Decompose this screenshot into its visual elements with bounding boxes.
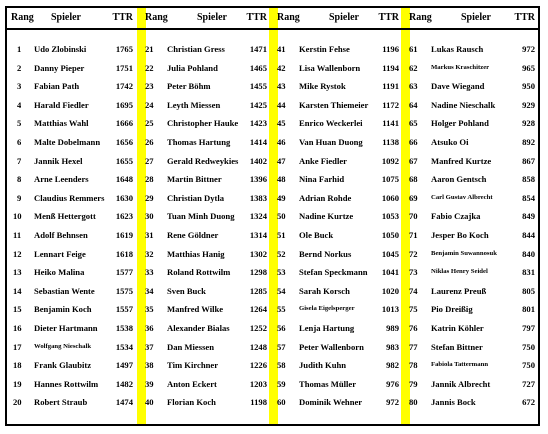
header-ttr: TTR xyxy=(514,12,535,23)
ttr-cell: 1198 xyxy=(250,397,267,408)
ttr-cell: 1482 xyxy=(115,378,133,389)
player-cell: Holger Pohland xyxy=(431,118,489,129)
player-cell: Nadine Kurtze xyxy=(299,211,354,222)
player-cell: Benjamin Koch xyxy=(34,304,92,315)
ttr-cell: 1203 xyxy=(249,378,267,389)
rank-cell: 32 xyxy=(145,248,154,259)
player-cell: Fabian Path xyxy=(34,81,80,92)
header-player: Spieler xyxy=(51,12,81,23)
rank-cell: 13 xyxy=(13,267,22,278)
player-cell: Christian Gress xyxy=(167,44,225,54)
ttr-cell: 1655 xyxy=(115,155,133,166)
player-cell: Thomas Hartung xyxy=(167,137,231,147)
ttr-cell: 982 xyxy=(386,360,399,371)
player-cell: Christian Dytla xyxy=(167,192,225,203)
player-cell: Nadine Nieschalk xyxy=(431,99,496,110)
rank-cell: 51 xyxy=(277,230,286,240)
player-cell: Thomas Müller xyxy=(299,378,357,389)
ttr-cell: 1497 xyxy=(115,360,133,371)
ttr-cell: 989 xyxy=(386,323,399,333)
player-cell: Matthias Hanig xyxy=(167,248,225,259)
player-cell: Tuan Minh Duong xyxy=(167,211,235,222)
ttr-cell: 1465 xyxy=(249,62,267,73)
player-cell: Gerald Redweykies xyxy=(167,155,239,166)
rank-cell: 57 xyxy=(277,341,286,352)
header-rank: Rang xyxy=(277,12,300,23)
rank-cell: 50 xyxy=(277,211,286,222)
rank-cell: 33 xyxy=(145,267,154,278)
rank-cell: 35 xyxy=(145,304,154,315)
player-cell: Dan Miessen xyxy=(167,341,215,352)
ttr-cell: 972 xyxy=(522,44,535,54)
ttr-cell: 1060 xyxy=(381,192,399,203)
ttr-cell: 965 xyxy=(522,62,535,73)
player-cell: Martin Bittner xyxy=(167,174,222,185)
ttr-cell: 1092 xyxy=(381,155,399,166)
player-cell: Laurenz Preuß xyxy=(431,285,487,296)
header-rank: Rang xyxy=(409,12,432,23)
player-cell: Harald Fiedler xyxy=(34,99,89,110)
rank-cell: 24 xyxy=(145,99,154,110)
player-cell: Lisa Wallenborn xyxy=(299,62,361,73)
rank-cell: 2 xyxy=(17,62,22,73)
rank-cell: 56 xyxy=(277,323,286,333)
player-cell: Gisela Eigelsperger xyxy=(299,305,355,313)
player-cell: Dominik Wehner xyxy=(299,397,363,408)
ttr-cell: 867 xyxy=(522,155,535,166)
header-ttr: TTR xyxy=(112,12,133,23)
ttr-cell: 1425 xyxy=(249,99,267,110)
ttr-cell: 1666 xyxy=(115,118,133,129)
player-cell: Adrian Rohde xyxy=(299,192,352,203)
ttr-cell: 849 xyxy=(522,211,535,222)
rank-cell: 47 xyxy=(277,155,286,166)
ttr-cell: 1020 xyxy=(381,285,399,296)
ttr-cell: 727 xyxy=(522,378,535,389)
ttr-cell: 840 xyxy=(522,248,535,259)
rank-cell: 17 xyxy=(13,341,22,352)
player-cell: Lukas Rausch xyxy=(431,44,484,54)
rank-cell: 22 xyxy=(145,62,154,73)
ttr-cell: 1538 xyxy=(115,323,133,333)
player-cell: Roland Rottwilm xyxy=(167,267,231,278)
rank-cell: 6 xyxy=(17,137,22,147)
ttr-cell: 1623 xyxy=(115,211,133,222)
ttr-cell: 805 xyxy=(522,285,535,296)
player-cell: Christopher Hauke xyxy=(167,118,239,129)
rank-cell: 45 xyxy=(277,118,286,129)
ttr-cell: 1314 xyxy=(249,230,267,240)
player-cell: Claudius Remmers xyxy=(34,192,105,203)
ttr-cell: 1534 xyxy=(115,341,133,352)
ttr-cell: 1138 xyxy=(382,137,399,147)
rank-cell: 10 xyxy=(13,211,22,222)
player-cell: Dave Wiegand xyxy=(431,81,485,92)
player-cell: Ole Buck xyxy=(299,230,334,240)
ttr-cell: 1050 xyxy=(381,230,399,240)
player-cell: Hannes Rottwilm xyxy=(34,378,99,389)
rank-cell: 63 xyxy=(409,81,418,92)
player-cell: Jannik Albrecht xyxy=(431,378,491,389)
player-cell: Frank Glaubitz xyxy=(34,360,92,371)
ttr-cell: 1471 xyxy=(249,44,267,54)
ttr-cell: 1053 xyxy=(381,211,399,222)
rank-cell: 44 xyxy=(277,99,286,110)
rank-cell: 77 xyxy=(409,341,418,352)
rank-cell: 16 xyxy=(13,323,22,333)
ttr-cell: 1285 xyxy=(249,285,267,296)
rank-cell: 78 xyxy=(409,360,418,371)
player-cell: Florian Koch xyxy=(167,397,216,408)
ttr-cell: 797 xyxy=(522,323,535,333)
rank-cell: 40 xyxy=(145,397,154,408)
rank-cell: 58 xyxy=(277,360,286,371)
player-cell: Karsten Thiemeier xyxy=(299,99,369,110)
rank-cell: 30 xyxy=(145,211,154,222)
rank-cell: 53 xyxy=(277,267,286,278)
ttr-cell: 1648 xyxy=(115,174,133,185)
player-cell: Danny Pieper xyxy=(34,62,85,73)
player-cell: Peter Böhm xyxy=(167,81,211,92)
ttr-cell: 950 xyxy=(522,81,535,92)
ttr-cell: 1765 xyxy=(115,44,133,54)
ttr-cell: 1630 xyxy=(115,192,133,203)
rank-cell: 31 xyxy=(145,230,154,240)
ttr-cell: 1196 xyxy=(382,44,399,54)
ttr-cell: 1383 xyxy=(249,192,267,203)
player-cell: Peter Wallenborn xyxy=(299,341,364,352)
ttr-cell: 858 xyxy=(522,174,535,185)
player-cell: Nina Farhid xyxy=(299,174,345,185)
rank-cell: 70 xyxy=(409,211,418,222)
ttr-cell: 1619 xyxy=(115,230,133,240)
player-cell: Jannis Bock xyxy=(431,397,476,408)
ttr-cell: 892 xyxy=(522,137,535,147)
rank-cell: 68 xyxy=(409,174,418,185)
header-rank: Rang xyxy=(11,12,34,23)
ttr-cell: 972 xyxy=(386,397,399,408)
player-cell: Matthias Wahl xyxy=(34,118,89,129)
table-body xyxy=(7,30,538,422)
rank-cell: 41 xyxy=(277,44,286,54)
ttr-cell: 1396 xyxy=(249,174,267,185)
player-cell: Adolf Behnsen xyxy=(34,230,88,240)
ttr-cell: 854 xyxy=(522,192,535,203)
ttr-cell: 976 xyxy=(386,378,399,389)
rank-cell: 5 xyxy=(17,118,22,129)
player-cell: Fabio Czajka xyxy=(431,211,481,222)
ttr-cell: 1194 xyxy=(382,62,399,73)
player-cell: Katrin Köhler xyxy=(431,323,484,333)
player-cell: Fabiola Tattermann xyxy=(431,361,489,369)
rank-cell: 11 xyxy=(13,230,22,240)
player-cell: Jesper Bo Koch xyxy=(431,230,489,240)
player-cell: Pio Dreißig xyxy=(431,304,473,315)
ttr-cell: 1656 xyxy=(115,137,133,147)
rank-cell: 71 xyxy=(409,230,418,240)
rank-cell: 23 xyxy=(145,81,154,92)
rank-cell: 3 xyxy=(17,81,22,92)
ttr-cell: 1302 xyxy=(249,248,267,259)
rank-cell: 39 xyxy=(145,378,154,389)
rank-cell: 21 xyxy=(145,44,154,54)
rank-cell: 62 xyxy=(409,62,418,73)
rank-cell: 37 xyxy=(145,341,154,352)
player-cell: Bernd Norkus xyxy=(299,248,352,259)
header-ttr: TTR xyxy=(246,12,267,23)
player-cell: Manfred Kurtze xyxy=(431,155,492,166)
rank-cell: 49 xyxy=(277,192,286,203)
player-cell: Wolfgang Nieschalk xyxy=(34,342,92,350)
rank-cell: 67 xyxy=(409,155,418,166)
rank-cell: 75 xyxy=(409,304,418,315)
rank-cell: 46 xyxy=(277,137,286,147)
header-ttr: TTR xyxy=(378,12,399,23)
rank-cell: 36 xyxy=(145,323,154,333)
rank-cell: 55 xyxy=(277,304,286,315)
rank-cell: 48 xyxy=(277,174,286,185)
ttr-cell: 1226 xyxy=(249,360,267,371)
player-cell: Lennart Feige xyxy=(34,248,86,259)
ttr-cell: 831 xyxy=(522,267,535,278)
ttr-cell: 1191 xyxy=(382,81,399,92)
player-cell: Atsuko Oi xyxy=(431,137,469,147)
rank-cell: 66 xyxy=(409,137,418,147)
player-cell: Aaron Gentsch xyxy=(431,174,487,185)
player-cell: Alexander Bialas xyxy=(167,323,230,333)
ttr-cell: 983 xyxy=(386,341,399,352)
player-cell: Rene Göldner xyxy=(167,230,219,240)
rank-cell: 27 xyxy=(145,155,154,166)
ttr-cell: 1402 xyxy=(249,155,267,166)
ttr-cell: 1751 xyxy=(115,62,133,73)
player-cell: Benjamin Suwannosuk xyxy=(431,249,497,257)
player-cell: Sebastian Wente xyxy=(34,285,95,296)
player-cell: Menß Hettergott xyxy=(34,211,96,222)
ttr-cell: 1414 xyxy=(249,137,267,147)
player-cell: Kerstin Fehse xyxy=(299,44,350,54)
header-player: Spieler xyxy=(461,12,491,23)
ttr-cell: 1575 xyxy=(115,285,133,296)
ttr-cell: 1298 xyxy=(249,267,267,278)
rank-cell: 28 xyxy=(145,174,154,185)
player-cell: Robert Straub xyxy=(34,397,88,408)
ttr-cell: 1172 xyxy=(382,99,399,110)
rank-cell: 42 xyxy=(277,62,286,73)
rank-cell: 59 xyxy=(277,378,286,389)
ttr-cell: 1618 xyxy=(115,248,133,259)
header-rank: Rang xyxy=(145,12,168,23)
ttr-cell: 1324 xyxy=(249,211,267,222)
ttr-cell: 1141 xyxy=(382,118,399,129)
player-cell: Lenja Hartung xyxy=(299,323,355,333)
player-cell: Julia Pohland xyxy=(167,62,218,73)
ttr-cell: 1075 xyxy=(381,174,399,185)
header-player: Spieler xyxy=(329,12,359,23)
player-cell: Arne Leenders xyxy=(34,174,89,185)
player-cell: Manfred Wilke xyxy=(167,304,224,315)
rank-cell: 14 xyxy=(13,285,22,296)
player-cell: Sarah Korsch xyxy=(299,285,350,296)
ranking-table xyxy=(5,6,540,426)
rank-cell: 80 xyxy=(409,397,418,408)
player-cell: Niklas Henry Seidel xyxy=(431,268,488,276)
rank-cell: 73 xyxy=(409,267,418,278)
ttr-cell: 929 xyxy=(522,99,535,110)
rank-cell: 72 xyxy=(409,248,418,259)
player-cell: Dieter Hartmann xyxy=(34,323,98,333)
player-cell: Stefan Bittner xyxy=(431,341,483,352)
ttr-cell: 1252 xyxy=(249,323,267,333)
rank-cell: 69 xyxy=(409,192,418,203)
rank-cell: 79 xyxy=(409,378,418,389)
ttr-cell: 844 xyxy=(522,230,535,240)
rank-cell: 74 xyxy=(409,285,418,296)
ttr-cell: 1577 xyxy=(115,267,133,278)
rank-cell: 19 xyxy=(13,378,22,389)
player-cell: Leyth Miessen xyxy=(167,99,221,110)
rank-cell: 52 xyxy=(277,248,286,259)
rank-cell: 60 xyxy=(277,397,286,408)
player-cell: Anke Fiedler xyxy=(299,155,347,166)
ttr-cell: 1264 xyxy=(249,304,267,315)
player-cell: Heiko Malina xyxy=(34,267,85,278)
rank-cell: 7 xyxy=(17,155,22,166)
player-cell: Van Huan Duong xyxy=(299,137,363,147)
rank-cell: 1 xyxy=(17,44,22,54)
ttr-cell: 1041 xyxy=(381,267,399,278)
player-cell: Mike Rystok xyxy=(299,81,346,92)
rank-cell: 18 xyxy=(13,360,22,371)
player-cell: Anton Eckert xyxy=(167,378,217,389)
rank-cell: 29 xyxy=(145,192,154,203)
ttr-cell: 1455 xyxy=(249,81,267,92)
ttr-cell: 672 xyxy=(522,397,535,408)
rank-cell: 43 xyxy=(277,81,286,92)
ttr-cell: 928 xyxy=(522,118,535,129)
ttr-cell: 1423 xyxy=(249,118,267,129)
ttr-cell: 1045 xyxy=(381,248,399,259)
rank-cell: 76 xyxy=(409,323,418,333)
ttr-cell: 1248 xyxy=(249,341,267,352)
rank-cell: 25 xyxy=(145,118,154,129)
player-cell: Judith Kuhn xyxy=(299,360,347,371)
rank-cell: 61 xyxy=(409,44,418,54)
player-cell: Stefan Speckmann xyxy=(299,267,368,278)
player-cell: Enrico Weckerlei xyxy=(299,118,363,129)
rank-cell: 12 xyxy=(13,248,22,259)
ttr-cell: 750 xyxy=(522,341,535,352)
rank-cell: 54 xyxy=(277,285,286,296)
ttr-cell: 750 xyxy=(522,360,535,371)
ttr-cell: 1013 xyxy=(381,304,399,315)
ttr-cell: 1474 xyxy=(115,397,133,408)
header-player: Spieler xyxy=(197,12,227,23)
player-cell: Carl Gustav Albrecht xyxy=(431,193,493,201)
rank-cell: 9 xyxy=(17,192,22,203)
rank-cell: 26 xyxy=(145,137,154,147)
rank-cell: 34 xyxy=(145,285,154,296)
rank-cell: 20 xyxy=(13,397,22,408)
table-header xyxy=(7,8,538,30)
rank-cell: 64 xyxy=(409,99,418,110)
player-cell: Malte Dobelmann xyxy=(34,137,101,147)
player-cell: Tim Kirchner xyxy=(167,360,219,371)
ttr-cell: 1557 xyxy=(115,304,133,315)
ttr-cell: 1742 xyxy=(115,81,133,92)
rank-cell: 38 xyxy=(145,360,154,371)
player-cell: Markus Kraschitzer xyxy=(431,63,490,71)
rank-cell: 8 xyxy=(17,174,22,185)
rank-cell: 65 xyxy=(409,118,418,129)
player-cell: Udo Zlobinski xyxy=(34,44,87,54)
ttr-cell: 1695 xyxy=(115,99,133,110)
rank-cell: 15 xyxy=(13,304,22,315)
ttr-cell: 801 xyxy=(522,304,535,315)
player-cell: Jannik Hexel xyxy=(34,155,83,166)
rank-cell: 4 xyxy=(17,99,22,110)
player-cell: Sven Buck xyxy=(167,285,206,296)
